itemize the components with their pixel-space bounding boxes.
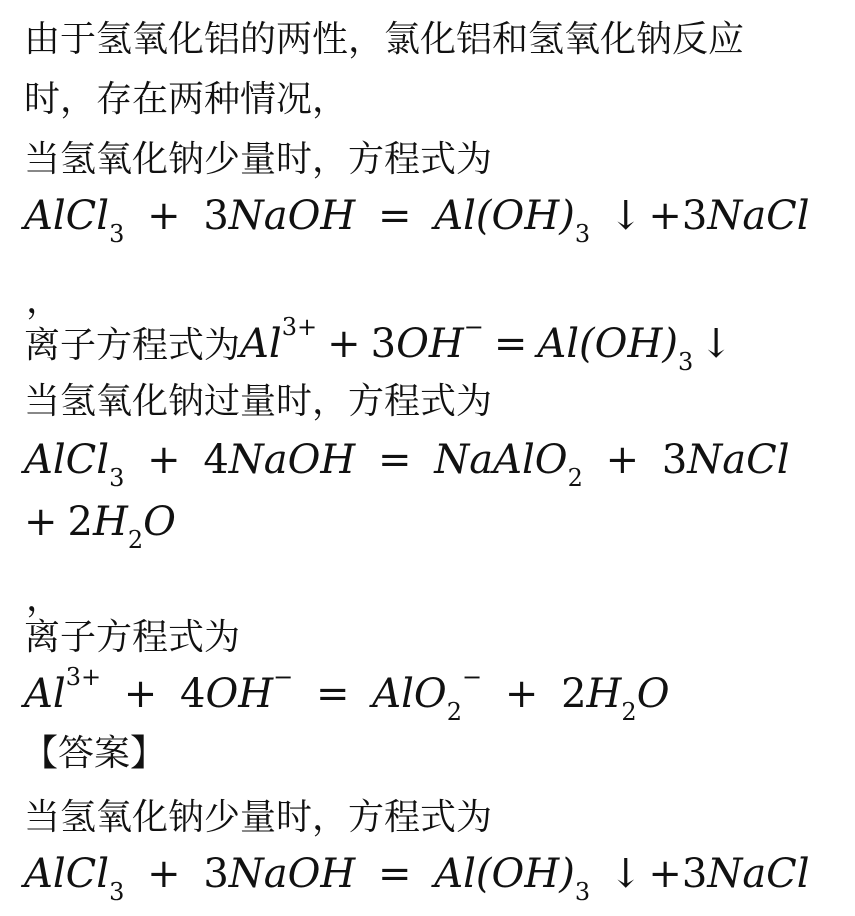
- eq3-reactant-a: AlCl: [24, 851, 110, 897]
- eq1-equals: =: [378, 193, 412, 239]
- text-line-9: 离子方程式为: [24, 617, 241, 658]
- text-line-1: 由于氢氧化铝的两性，氯化铝和氢氧化钠反应: [24, 19, 745, 60]
- eq2b-coef: 2: [67, 499, 93, 545]
- ion2-h: H: [586, 671, 622, 717]
- ion1-oh: OH: [396, 321, 464, 367]
- eq2-equals: =: [378, 437, 412, 483]
- ion2-charge-b: −: [273, 662, 294, 691]
- eq2-product-c: NaAlO: [434, 437, 568, 483]
- ion2-product-c: AlO: [372, 671, 447, 717]
- eq3-sub-a: 3: [109, 878, 125, 906]
- eq3-coef-d: 3: [681, 851, 708, 897]
- ion1-charge-a: 3+: [281, 312, 318, 341]
- eq1-reactant-b: NaOH: [228, 193, 356, 239]
- equation-3: [24, 848, 810, 906]
- eq1-plus-2: +: [648, 193, 682, 239]
- precipitate-arrow-icon: ↓: [699, 321, 733, 367]
- eq1-reactant-a: AlCl: [24, 193, 110, 239]
- eq1-coef-d: 3: [681, 193, 708, 239]
- eq3-plus-2: +: [648, 851, 682, 897]
- eq2-plus-2: +: [605, 437, 640, 483]
- eq3-coef-b: 3: [203, 851, 229, 897]
- ion2-coef-b: 4: [180, 671, 206, 717]
- eq2-sub-a: 3: [109, 464, 125, 492]
- ionic-label-1: 离子方程式为: [24, 325, 241, 366]
- ionic-equation-2: [24, 662, 670, 726]
- eq2-product-d: NaCl: [687, 437, 790, 483]
- comma-2: ，: [26, 578, 63, 619]
- equation-2-continued: [24, 496, 176, 554]
- ion2-charge-a: 3+: [65, 662, 102, 691]
- text-line-12: 当氢氧化钠少量时，方程式为: [24, 797, 493, 838]
- eq2-plus: +: [147, 437, 181, 483]
- ion1-sub-c: 3: [677, 348, 694, 376]
- eq1-sub-c: 3: [574, 220, 591, 248]
- eq2b-sub-h: 2: [127, 526, 144, 554]
- eq1-product-c: Al(OH): [434, 193, 575, 239]
- equation-2: [24, 434, 790, 492]
- eq3-reactant-b: NaOH: [228, 851, 356, 897]
- answer-heading: 【答案】: [22, 733, 167, 774]
- ion2-o: O: [636, 671, 670, 717]
- eq2b-o: O: [143, 499, 176, 545]
- precipitate-arrow-icon: ↓: [608, 193, 643, 239]
- eq1-sub-a: 3: [109, 220, 125, 248]
- ion2-coef-d: 2: [561, 671, 587, 717]
- text-line-2: 时，存在两种情况，: [24, 79, 349, 120]
- comma-1: ，: [26, 280, 63, 321]
- ion1-al: Al: [240, 321, 282, 367]
- ion2-sub-d: 2: [621, 698, 637, 726]
- eq2b-h: H: [92, 499, 128, 545]
- eq3-product-d: NaCl: [707, 851, 810, 897]
- eq2-sub-c: 2: [567, 464, 583, 492]
- ionic-equation-1: [240, 312, 739, 376]
- ion1-plus: +: [327, 321, 361, 367]
- ion2-oh: OH: [205, 671, 274, 717]
- eq3-plus: +: [147, 851, 181, 897]
- eq2-reactant-b: NaOH: [228, 437, 356, 483]
- ion2-al: Al: [24, 671, 66, 717]
- ion1-product: Al(OH): [537, 321, 678, 367]
- eq3-equals: =: [378, 851, 412, 897]
- ion1-coef-b: 3: [370, 321, 397, 367]
- eq3-sub-c: 3: [574, 878, 591, 906]
- ion2-equals: =: [316, 671, 350, 717]
- ion2-charge-c: −: [462, 662, 483, 691]
- equation-1: [24, 190, 810, 248]
- eq2-coef-d: 3: [661, 437, 688, 483]
- ion2-plus: +: [123, 671, 158, 717]
- ion2-plus-2: +: [504, 671, 539, 717]
- eq2-coef-b: 4: [203, 437, 229, 483]
- eq2-reactant-a: AlCl: [24, 437, 110, 483]
- eq1-product-d: NaCl: [707, 193, 810, 239]
- eq2b-plus: +: [24, 499, 58, 545]
- ionic-equation-1-line: [24, 312, 739, 376]
- eq1-coef-b: 3: [203, 193, 229, 239]
- precipitate-arrow-icon: ↓: [608, 851, 643, 897]
- text-line-3: 当氢氧化钠少量时，方程式为: [24, 139, 493, 180]
- ion2-sub-c: 2: [446, 698, 462, 726]
- ion1-charge-b: −: [463, 312, 484, 341]
- eq3-product-c: Al(OH): [434, 851, 575, 897]
- eq1-plus: +: [147, 193, 181, 239]
- ion1-equals: =: [493, 321, 528, 367]
- text-line-6: 当氢氧化钠过量时，方程式为: [24, 381, 493, 422]
